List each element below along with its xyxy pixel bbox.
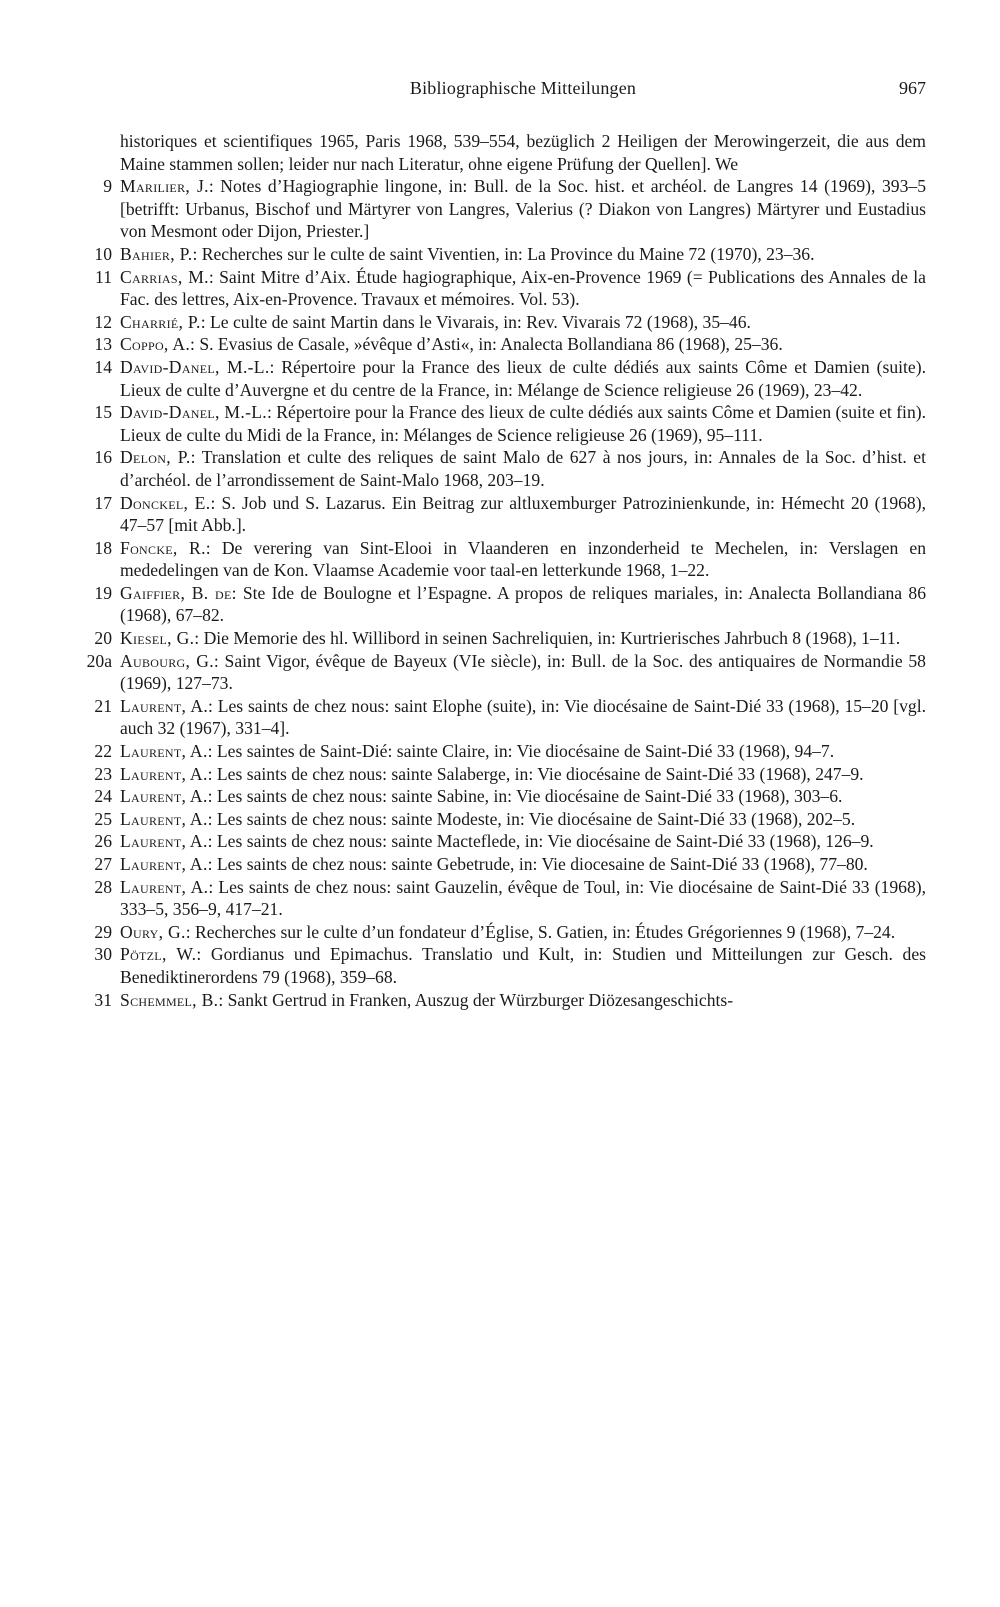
entry-number: 9: [103, 176, 112, 197]
entry-text: : Les saints de chez nous: saint Gauzelin, évêque de Toul, in: Vie diocésaine de Saint-Dié 33 (1968), 333–5, 356–9, 417–21.: [120, 876, 926, 920]
entry-author: Laurent, A.: [120, 876, 209, 897]
bibliography-entry: [94, 763, 926, 786]
entry-number: 19: [94, 582, 112, 603]
entry-author: Laurent, A.: [120, 763, 208, 784]
entry-number: 16: [94, 447, 112, 468]
entry-text: : Recherches sur le culte d’un fondateur d’Église, S. Gatien, in: Études Grégoriennes 9 (1968), 7–24.: [185, 921, 896, 942]
entry-number: 20a: [86, 650, 112, 671]
bibliography-entry: [94, 446, 926, 491]
entry-text: : Répertoire pour la France des lieux de culte dédiés aux saints Côme et Damien (suite et fin). Lieux de culte du Midi de la France, in: Mélanges de Science religieuse 26 (1969), 95–111.: [120, 402, 926, 445]
entry-text: : Translation et culte des reliques de saint Malo de 627 à nos jours, in: Annales de la Soc. d’hist. et d’archéol. de l’arrondissement de Saint-Malo 1968, 203–19.: [120, 447, 926, 490]
entry-number: 10: [94, 243, 112, 264]
bibliography-entry: [103, 175, 926, 243]
entry-author: David-Danel, M.-L.: [120, 356, 270, 377]
entry-author: Schemmel, B.: [120, 989, 219, 1010]
entry-number: 26: [94, 831, 112, 852]
entry-number: 13: [94, 334, 112, 355]
entry-number: 21: [94, 695, 112, 716]
bibliography-entry: [94, 695, 926, 740]
entry-text: : Notes d’Hagiographie lingone, in: Bull. de la Soc. hist. et archéol. de Langres 14 (1969), 393–5 [betrifft: Urbanus, Bischof und Märtyrer von Langres, Valerius (? Diakon von Langres) Märtyrer und Eustadius von Mesmont oder Dijon, Priester.]: [120, 176, 926, 242]
entry-text: : Les saints de chez nous: sainte Macteflede, in: Vie diocésaine de Saint-Dié 33 (1968), 126–9.: [207, 831, 874, 852]
entry-author: Laurent, A.: [120, 854, 208, 874]
entry-text: : Gordianus und Epimachus. Translatio und Kult, in: Studien und Mitteilungen zur Gesch. des Benediktinerordens 79 (1968), 359–68.: [120, 944, 927, 987]
entry-author: Oury, G.: [120, 921, 186, 942]
entry-text: : Les saints de chez nous: sainte Gebetrude, in: Vie diocesaine de Saint-Dié 33 (1968), 77–80.: [207, 854, 868, 874]
bibliography-entry: [94, 311, 926, 334]
entry-number: 20: [94, 628, 112, 649]
continuation-paragraph: historiques et scientifiques 1965, Paris 1968, 539–554, bezüglich 2 Heiligen der Merowingerzeit, die aus dem Maine stammen sollen; leider nur nach Literatur, ohne eigene Prüfung der Quellen]. We: [120, 131, 926, 174]
entry-text: : Recherches sur le culte de saint Viventien, in: La Province du Maine 72 (1970), 23–36.: [192, 243, 815, 264]
entry-author: Laurent, A.: [120, 808, 208, 829]
bibliography-entry: [94, 243, 926, 266]
entry-number: 28: [94, 876, 112, 897]
bibliography-entry: [94, 830, 926, 853]
entry-text: : Répertoire pour la France des lieux de culte dédiés aux saints Côme et Damien (suite). Lieux de culte d’Auvergne et du centre de la France, in: Mélange de Science religieuse 26 (1969), 23–42.: [120, 356, 926, 400]
entry-number: 27: [94, 854, 112, 874]
entry-author: Gaiffier, B. de: [120, 582, 232, 603]
page-header: [120, 78, 926, 104]
bibliography-entry: [94, 492, 926, 537]
bibliography-entry: [94, 785, 926, 808]
bibliography-entry: [94, 740, 926, 763]
bibliography-entry: [94, 582, 926, 627]
entry-text: : Die Memorie des hl. Willibord in seinen Sachreliquien, in: Kurtrierisches Jahrbuch 8 (1968), 1–11.: [194, 628, 901, 649]
entry-number: 23: [94, 763, 112, 784]
entry-author: Coppo, A.: [120, 334, 191, 355]
entry-author: Pötzl, W.: [120, 944, 197, 965]
bibliography-entry: [95, 266, 926, 311]
entry-number: 11: [95, 266, 112, 287]
entry-author: David-Danel, M.-L.: [120, 402, 267, 423]
entry-author: Laurent, A.: [120, 786, 208, 807]
bibliography-entry: [94, 627, 926, 650]
entry-text: : Saint Vigor, évêque de Bayeux (VIe siècle), in: Bull. de la Soc. des antiquaires de Normandie 58 (1969), 127–73.: [120, 650, 926, 694]
entry-author: Marilier, J.: [120, 176, 209, 197]
entry-text: : Le culte de saint Martin dans le Vivarais, in: Rev. Vivarais 72 (1968), 35–46.: [200, 311, 751, 332]
entry-text: : Sankt Gertrud in Franken, Auszug der Würzburger Diözesangeschichts-: [218, 989, 734, 1010]
entry-author: Foncke, R.: [120, 537, 206, 558]
bibliography-entry: [94, 808, 926, 831]
entry-number: 18: [94, 537, 112, 558]
entry-author: Laurent, A.: [120, 831, 208, 852]
page-number: 967: [899, 78, 926, 98]
bibliography-entry: [94, 853, 926, 876]
bibliography-entry: [94, 333, 926, 356]
bibliography-entry: [94, 356, 926, 401]
bibliography-entry: [94, 921, 926, 944]
bibliography-entry: [94, 401, 926, 446]
entry-text: : Saint Mitre d’Aix. Étude hagiographique, Aix-en-Provence 1969 (= Publications des Annales de la Fac. des lettres, Aix-en-Provence. Travaux et mémoires. Vol. 53).: [120, 266, 926, 310]
entry-author: Laurent, A.: [120, 741, 208, 762]
entry-text: : Les saints de chez nous: saint Elophe (suite), in: Vie diocésaine de Saint-Dié 33 (1968), 15–20 [vgl. auch 32 (1967), 331–4].: [120, 695, 926, 739]
entry-number: 24: [94, 786, 112, 807]
entry-author: Delon, P.: [120, 447, 191, 468]
entry-number: 30: [94, 944, 112, 965]
entry-author: Kiesel, G.: [120, 628, 195, 649]
entry-number: 25: [94, 808, 112, 829]
entry-text: : Les saintes de Saint-Dié: sainte Claire, in: Vie diocésaine de Saint-Dié 33 (1968), 94–7.: [207, 741, 835, 762]
entry-author: Aubourg, G.: [120, 650, 214, 671]
running-title: Bibliographische Mitteilungen: [409, 78, 637, 98]
entry-text: : S. Job und S. Lazarus. Ein Beitrag zur altluxemburger Patrozinienkunde, in: Hémecht 20 (1968), 47–57 [mit Abb.].: [120, 492, 926, 536]
entry-number: 14: [94, 356, 112, 377]
entry-number: 15: [94, 402, 112, 423]
entry-text: : Les saints de chez nous: sainte Salaberge, in: Vie diocésaine de Saint-Dié 33 (1968), 247–9.: [207, 763, 864, 784]
entry-number: 17: [94, 492, 112, 513]
bibliography-body: [86, 130, 927, 1011]
entry-text: : Les saints de chez nous: sainte Modeste, in: Vie diocésaine de Saint-Dié 33 (1968), 202–5.: [207, 808, 856, 829]
entry-author: Charrié, P.: [120, 311, 201, 332]
entry-text: : De verering van Sint-Elooi in Vlaanderen en inzonderheid te Mechelen, in: Verslagen en mededelingen van de Kon. Vlaamse Academie voor taal-en letterkunde 1968, 1–22.: [120, 537, 926, 581]
entry-number: 22: [94, 741, 112, 762]
bibliography-entry: [94, 876, 926, 921]
entry-number: 31: [94, 989, 112, 1010]
entry-text: : Ste Ide de Boulogne et l’Espagne. A propos de reliques mariales, in: Analecta Bollandiana 86 (1968), 67–82.: [120, 582, 926, 626]
entry-number: 12: [94, 311, 112, 332]
entry-author: Laurent, A.: [120, 695, 209, 716]
entry-author: Donckel, E.: [120, 492, 211, 513]
bibliography-entry: [86, 650, 926, 695]
bibliography-entry: [94, 537, 926, 582]
bibliography-entry: [94, 989, 926, 1012]
entry-text: : Les saints de chez nous: sainte Sabine, in: Vie diocésaine de Saint-Dié 33 (1968), 303–6.: [207, 786, 843, 807]
entry-number: 29: [94, 921, 112, 942]
entry-author: Bahier, P.: [120, 243, 193, 264]
bibliography-entry: [94, 943, 927, 988]
entry-text: : S. Evasius de Casale, »évêque d’Asti«, in: Analecta Bollandiana 86 (1968), 25–36.: [190, 334, 783, 355]
entry-author: Carrias, M.: [120, 266, 209, 287]
